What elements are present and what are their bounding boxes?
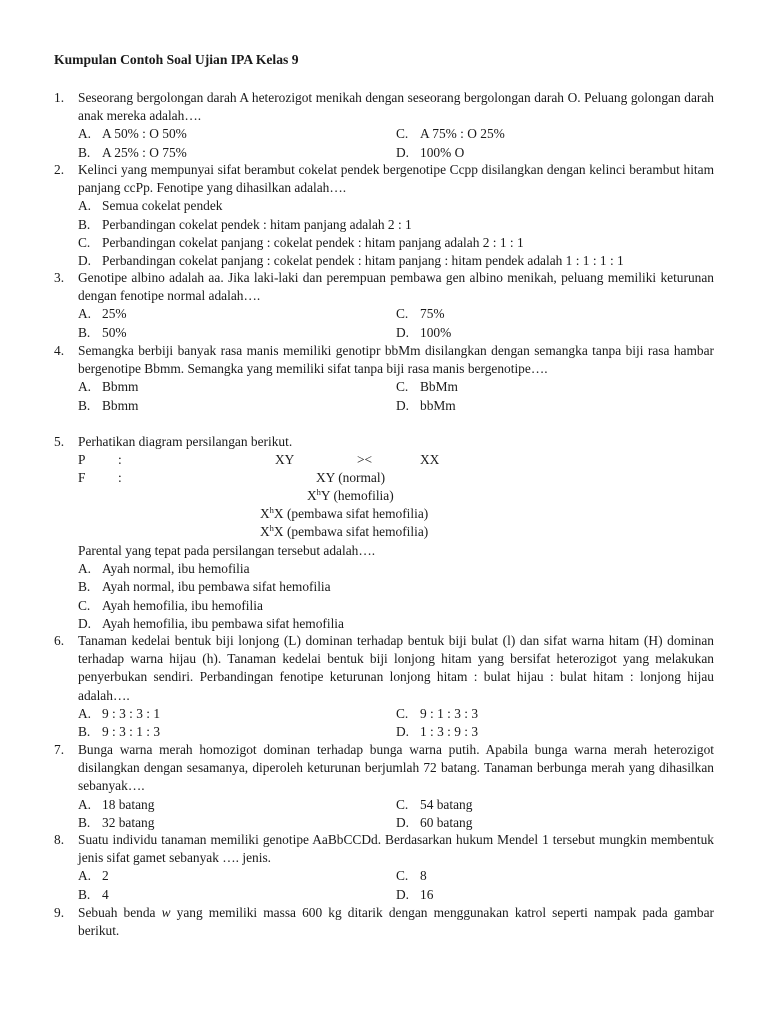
parent-male-genotype: XY (275, 452, 295, 467)
options (78, 125, 714, 161)
options (78, 560, 714, 633)
question-5-continued (54, 542, 714, 633)
question-number: 6. (54, 633, 65, 648)
option-b: B. 50% (78, 324, 127, 340)
question-text: Kelinci yang mempunyai sifat berambut cokelat pendek bergenotipe Ccpp disilangkan dengan kelinci berambut hitam panjang ccPp. Fenotipe yang dihasilkan adalah…. (78, 162, 714, 196)
option-c: C. A 75% : O 25% (396, 126, 505, 142)
question-text: Genotipe albino adalah aa. Jika laki-laki dan perempuan pembawa gen albino menikah, peluang memiliki keturunan dengan fenotipe normal adalah…. (78, 270, 714, 304)
question-number: 8. (54, 832, 65, 847)
question-number: 9. (54, 905, 65, 920)
question-number: 2. (54, 162, 65, 177)
option-d: D. Ayah hemofilia, ibu pembawa sifat hemofilia (78, 615, 344, 631)
question-1 (54, 89, 714, 162)
option-a: A. 2 (78, 868, 109, 884)
option-a: A. 9 : 3 : 3 : 1 (78, 705, 161, 721)
option-d: D. 60 batang (396, 814, 473, 830)
question-6 (54, 632, 714, 741)
option-b: B. Ayah normal, ibu pembawa sifat hemofilia (78, 579, 331, 595)
option-c: C. Ayah hemofilia, ibu hemofilia (78, 597, 263, 613)
question-5 (54, 433, 714, 451)
option-a: A. A 50% : O 50% (78, 126, 187, 142)
option-b: B. A 25% : O 75% (78, 144, 187, 160)
variable-w: w (161, 905, 171, 920)
option-a: A. Semua cokelat pendek (78, 198, 223, 214)
question-text: Perhatikan diagram persilangan berikut. (78, 434, 293, 449)
question-text: Suatu individu tanaman memiliki genotipe AaBbCCDd. Berdasarkan hukum Mendel 1 tersebut mungkin membentuk jenis sifat gamet sebanyak …. jenis. (78, 832, 714, 866)
option-d: D. bbMm (396, 397, 456, 413)
offspring-4: $X^hX$ (pembawa sifat hemofilia) (260, 523, 429, 539)
parent-label: P (78, 452, 86, 467)
option-d: D. 16 (396, 886, 434, 902)
question-4 (54, 342, 714, 415)
option-a: A. Ayah normal, ibu hemofilia (78, 561, 250, 577)
option-c: C. BbMm (396, 379, 458, 395)
question-text: Bunga warna merah homozigot dominan terhadap bunga warna putih. Apabila bunga warna merah heterozigot disilangkan dengan sesamanya, diperoleh keturunan berjumlah 72 batang. Tanaman berbunga merah yang dihasilkan sebanyak…. (78, 742, 714, 794)
option-d: D. Perbandingan cokelat panjang : cokelat pendek : hitam panjang : hitam pendek adalah 1 : 1 : 1 : 1 (78, 253, 624, 269)
option-d: D. 100% (396, 324, 452, 340)
question-8 (54, 831, 714, 904)
question-number: 1. (54, 90, 65, 105)
offspring-3: $X^hX$ (pembawa sifat hemofilia) (260, 505, 429, 521)
parent-colon: : (118, 452, 122, 467)
question-number: 5. (54, 434, 65, 449)
question-text: Seseorang bergolongan darah A heterozigot menikah dengan seseorang bergolongan darah O. Peluang golongan darah anak mereka adalah…. (78, 90, 714, 124)
option-c: C. 54 batang (396, 796, 473, 812)
option-b: B. 32 batang (78, 814, 155, 830)
option-a: A. 18 batang (78, 796, 155, 812)
option-c: C. Perbandingan cokelat panjang : cokelat pendek : hitam panjang adalah 2 : 1 : 1 (78, 234, 524, 250)
question-7 (54, 741, 714, 832)
options (78, 796, 714, 832)
options (78, 867, 714, 903)
filial-label: F (78, 470, 86, 485)
question-9 (54, 904, 714, 940)
question-2 (54, 161, 714, 270)
option-b: B. 9 : 3 : 1 : 3 (78, 724, 161, 740)
option-c: C. 9 : 1 : 3 : 3 (396, 705, 479, 721)
question-text: Semangka berbiji banyak rasa manis memiliki genotipr bbMm disilangkan dengan semangka tanpa biji rasa hambar bergenotipe Bbmm. Semangka yang memiliki sifat tanpa biji rasa manis bergenotipe…. (78, 343, 714, 377)
option-b: B. 4 (78, 886, 109, 902)
option-a: A. Bbmm (78, 379, 139, 395)
options (78, 378, 714, 414)
options (78, 705, 714, 741)
cross-symbol: >< (357, 452, 373, 467)
question-number: 7. (54, 742, 65, 757)
document-title: Kumpulan Contoh Soal Ujian IPA Kelas 9 (54, 52, 299, 67)
question-text: Tanaman kedelai bentuk biji lonjong (L) dominan terhadap bentuk biji bulat (l) dan sifat warna hitam (H) dominan terhadap warna hijau (h). Tanaman kedelai bentuk biji lonjong hitam yang bersifat heterozigot yang melakukan penyerbukan sendiri. Perbandingan fenotipe keturunan lonjong hitam : bulat hijau : bulat hitam : lonjong hijau adalah…. (78, 633, 714, 703)
option-c: C. 8 (396, 868, 427, 884)
option-b: B. Perbandingan cokelat pendek : hitam panjang adalah 2 : 1 (78, 216, 412, 232)
option-d: D. 100% O (396, 144, 465, 160)
question-number: 4. (54, 343, 65, 358)
filial-colon: : (118, 470, 122, 485)
options (78, 305, 714, 341)
question-text: Sebuah benda w yang memiliki massa 600 kg ditarik dengan menggunakan katrol seperti nampak pada gambar berikut. (78, 905, 714, 939)
parent-female-genotype: XX (420, 452, 440, 467)
question-prompt: Parental yang tepat pada persilangan tersebut adalah…. (78, 543, 376, 558)
options (78, 197, 714, 270)
question-3 (54, 269, 714, 342)
offspring-2: $X^hY$ (hemofilia) (307, 487, 394, 503)
option-a: A. 25% (78, 306, 127, 322)
option-b: B. Bbmm (78, 397, 139, 413)
offspring-1: XY (normal) (316, 470, 386, 485)
option-d: D. 1 : 3 : 9 : 3 (396, 724, 479, 740)
option-c: C. 75% (396, 306, 445, 322)
question-number: 3. (54, 270, 65, 285)
